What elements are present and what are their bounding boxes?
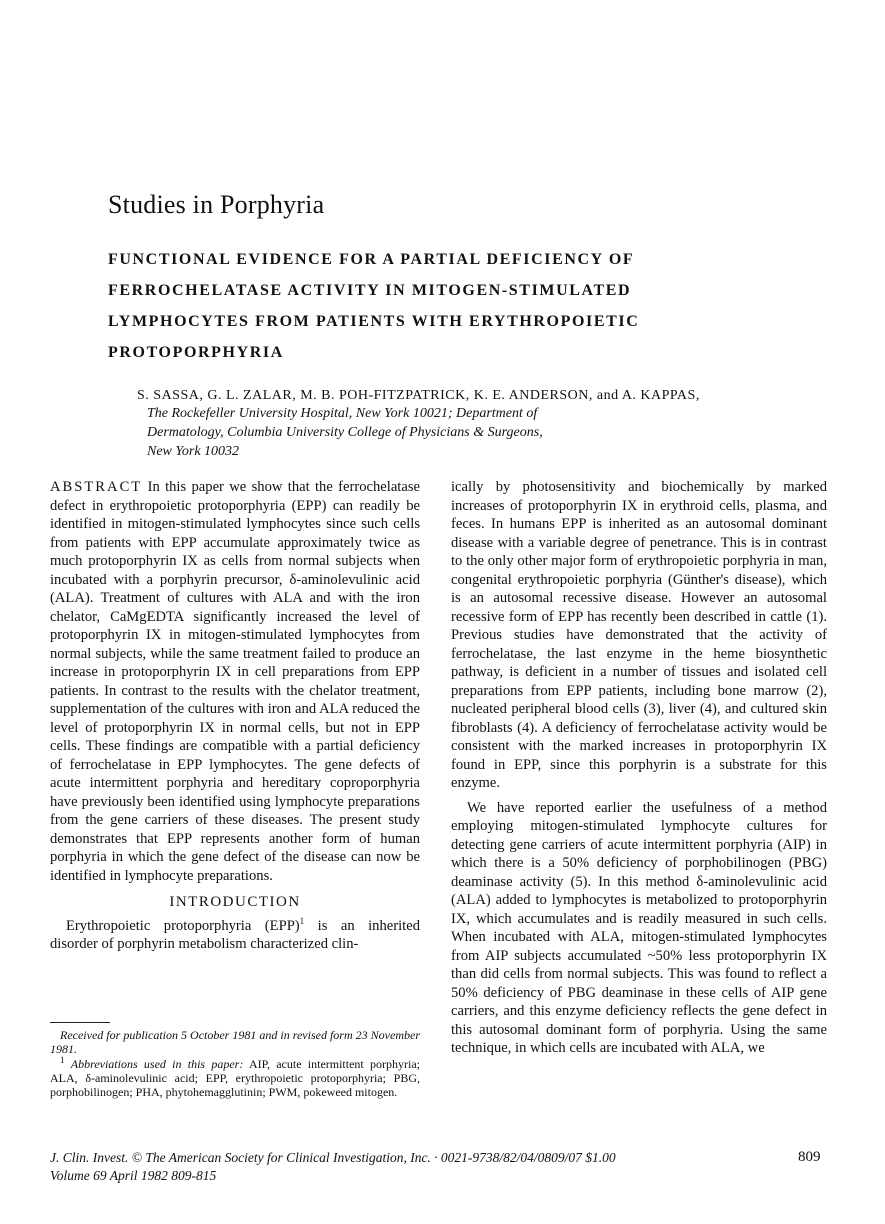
abbreviations-label: Abbreviations used in this paper: [70,1057,244,1071]
footnote-rule [50,1022,110,1023]
series-title: Studies in Porphyria [108,190,325,219]
title-line: LYMPHOCYTES FROM PATIENTS WITH ERYTHROPOIETIC [108,313,640,330]
intro-para1-left-part: is an inherited disorder of porphyrin metabolism characterized clin- [50,917,420,952]
left-column [50,478,420,954]
footnotes [50,1028,420,1099]
intro-para1-start: Erythropoietic protoporphyria (EPP) [66,917,300,934]
title-line: FERROCHELATASE ACTIVITY IN MITOGEN-STIMULATED [108,282,632,299]
title-line: FUNCTIONAL EVIDENCE FOR A PARTIAL DEFICIENCY OF [108,251,635,268]
affiliation [147,404,543,461]
page-footer [50,1149,830,1185]
volume-info: Volume 69 April 1982 809-815 [50,1168,217,1183]
abstract-label: ABSTRACT [50,479,143,495]
affiliation-line: Dermatology, Columbia University College of Physicians & Surgeons, [147,425,543,440]
right-column [451,478,827,1058]
footnote-mark: 1 [299,915,305,926]
article-title [108,244,748,368]
title-line: PROTOPORPHYRIA [108,344,284,361]
journal-citation: J. Clin. Invest. © The American Society for Clinical Investigation, Inc. · 0021-9738/82/04/0809/07 $1.00 [50,1150,616,1165]
introduction-paragraph-2: We have reported earlier the usefulness of a method employing mitogen-stimulated lymphocyte cultures for detecting gene carriers of acute intermittent porphyria (AIP) in which there is a 50% deficiency of porphobilinogen (PBG) deaminase activity (5). In this method δ-aminolevulinic acid (ALA) added to lymphocytes is metabolized to protoporphyrin IX, which accumulates and is readily measured in such cells. When incubated with ALA, mitogen-stimulated lymphocytes from AIP subjects accumulated ~50% less protoporphyrin IX than did cells from normal subjects. This was found to reflect a 50% deficiency of PBG deaminase in these cells of AIP gene carriers, and this enzyme deficiency reflects the gene defect in this autosomal dominant form of porphyria. Using the same technique, in which cells are incubated with ALA, we [451,799,827,1056]
page-number: 809 [798,1149,821,1165]
abbreviations-text: AIP, acute intermittent porphyria; ALA, δ-aminolevulinic acid; EPP, erythropoietic protoporphyria; PBG, porphobilinogen; PHA, phytohemagglutinin; PWM, pokeweed mitogen. [50,1057,421,1099]
abstract [50,478,420,885]
footnote-mark: 1 [60,1055,65,1065]
abbreviations-note [50,1057,420,1099]
introduction-heading: INTRODUCTION [169,894,301,910]
author-list: S. SASSA, G. L. ZALAR, M. B. POH-FITZPATRICK, K. E. ANDERSON, and A. KAPPAS, [137,388,700,403]
introduction-paragraph-1-start [50,917,420,954]
introduction-paragraph-1-continued: ically by photosensitivity and biochemically by marked increases of protoporphyrin IX in erythroid cells, plasma, and feces. In humans EPP is inherited as an autosomal dominant disease with a variable degree of penetrance. This is in contrast to the only other major form of erythropoietic porphyria in man, congenital erythropoietic porphyria (Günther's disease), which is an autosomal recessive disease. However an autosomal recessive form of EPP has recently been described in cattle (1). Previous studies have demonstrated that the activity of ferrochelatase, the last enzyme in the heme biosynthetic pathway, is deficient in a number of tissues and isolated cell preparations from EPP patients, including bone marrow (2), nucleated peripheral blood cells (3), liver (4), and cultured skin fibroblasts (4). A deficiency of ferrochelatase activity would be consistent with the marked increases in protoporphyrin IX found in EPP, since this porphyrin is a substrate for this enzyme. [451,479,827,791]
received-note: Received for publication 5 October 1981 and in revised form 23 November 1981. [50,1028,420,1056]
abstract-text: In this paper we show that the ferrochelatase defect in erythropoietic protoporphyria (EPP) can readily be identified in mitogen-stimulated lymphocytes since such cells from patients with EPP accumulate approximately twice as much protoporphyrin IX as cells from normal subjects when incubated with a porphyrin precursor, δ-aminolevulinic acid (ALA). Treatment of cultures with ALA and with the iron chelator, CaMgEDTA significantly increased the level of protoporphyrin IX in mitogen-stimulated lymphocytes from normal subjects, while the same treatment failed to produce an increase in protoporphyrin IX in cell preparations from EPP patients. In contrast to the results with the chelator treatment, supplementation of the cultures with iron and ALA reduced the level of protoporphyrin IX in normal cells, but not in EPP cells. These findings are compatible with a partial deficiency of ferrochelatase in EPP lymphocytes. The gene defects of acute intermittent porphyria and hereditary coproporphyria have previously been identified using lymphocyte preparations from the gene carriers of these diseases. The present study demonstrates that EPP represents another form of human porphyria in which the gene defect of the disease can now be identified in lymphocyte preparations. [50,479,420,884]
affiliation-line: New York 10032 [147,444,240,459]
affiliation-line: The Rockefeller University Hospital, New York 10021; Department of [147,406,538,421]
